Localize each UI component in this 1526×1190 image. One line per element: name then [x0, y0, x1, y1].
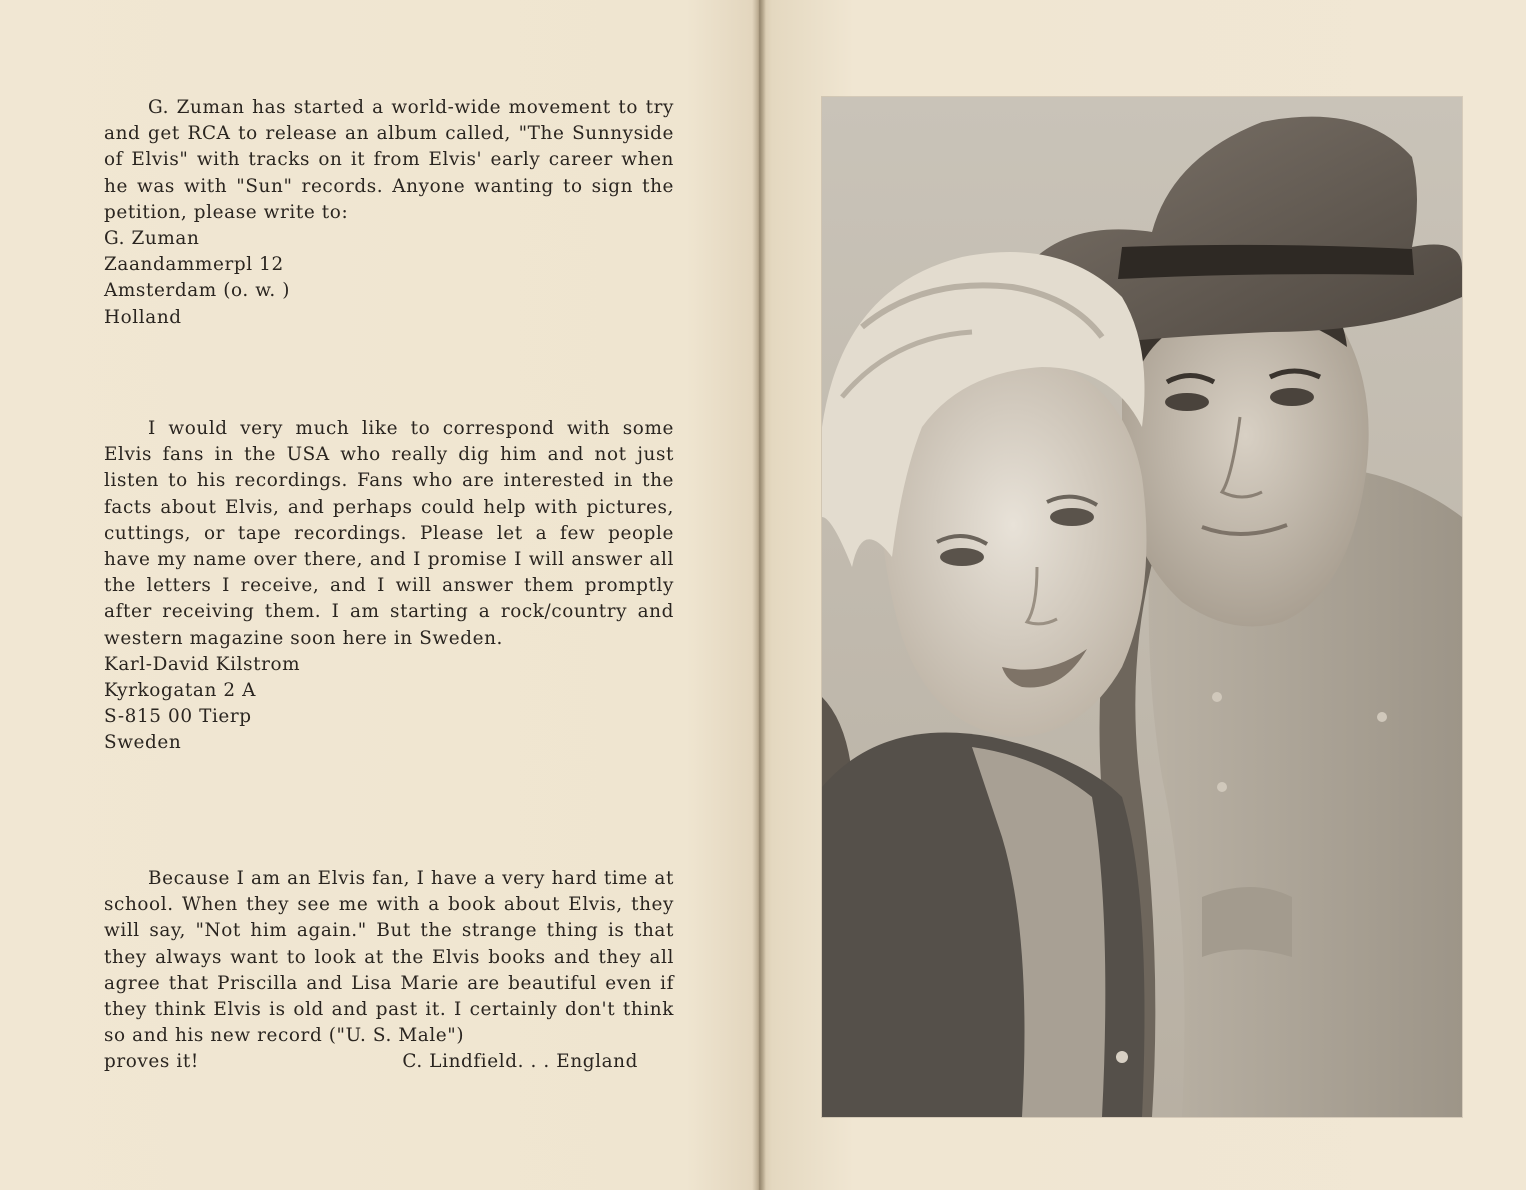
letter-kilstrom — [104, 416, 674, 757]
letter-zuman-body: G. Zuman has started a world-wide movement to try and get RCA to release an album called, "The Sunnyside of Elvis" with tracks on it from Elvis' early career when he was with "Sun" records. Anyone wanting to sign the petition, please write to: — [104, 97, 674, 223]
left-page — [0, 0, 760, 1190]
letter-zuman-address — [104, 226, 674, 331]
letter-lindfield — [104, 866, 674, 1076]
address-line: Karl-David Kilstrom — [104, 653, 301, 675]
signature-text: C. Lindfield. . . England — [402, 1051, 638, 1073]
address-line: G. Zuman — [104, 228, 200, 250]
shirt-pocket — [1202, 887, 1292, 957]
letter-lindfield-signoff — [104, 1049, 638, 1075]
letter-zuman — [104, 95, 674, 331]
closing-text: proves it! — [104, 1051, 199, 1073]
letter-kilstrom-address — [104, 652, 674, 757]
address-line: S-815 00 Tierp — [104, 706, 252, 728]
letter-lindfield-body: Because I am an Elvis fan, I have a very hard time at school. When they see me with a book about Elvis, they will say, "Not him again." But the strange thing is that they always want to look at the Elvis books and they all agree that Priscilla and Lisa Marie are beautiful even if they think Elvis is old and past it. I certainly don't think so and his new record ("U. S. Male") — [104, 868, 674, 1047]
man-left-eye — [1165, 393, 1209, 411]
photo-illustration — [822, 97, 1462, 1117]
hat-band — [1118, 245, 1414, 279]
address-line: Kyrkogatan 2 A — [104, 680, 256, 702]
letter-kilstrom-body: I would very much like to correspond with some Elvis fans in the USA who really dig him and not just listen to his recordings. Fans who are interested in the facts about Elvis, and perhaps could help with pictures, cuttings, or tape recordings. Please let a few people have my name over there, and I promise I will answer all the letters I receive, and I will answer them promptly after receiving them. I am starting a rock/country and western magazine soon here in Sweden. — [104, 418, 674, 649]
photo-couple — [822, 97, 1462, 1117]
address-line: Amsterdam (o. w. ) — [104, 280, 291, 302]
address-line: Zaandammerpl 12 — [104, 254, 284, 276]
woman-left-eye — [940, 548, 984, 566]
woman-right-eye — [1050, 508, 1094, 526]
man-right-eye — [1270, 388, 1314, 406]
address-line: Holland — [104, 306, 182, 328]
address-line: Sweden — [104, 732, 182, 754]
